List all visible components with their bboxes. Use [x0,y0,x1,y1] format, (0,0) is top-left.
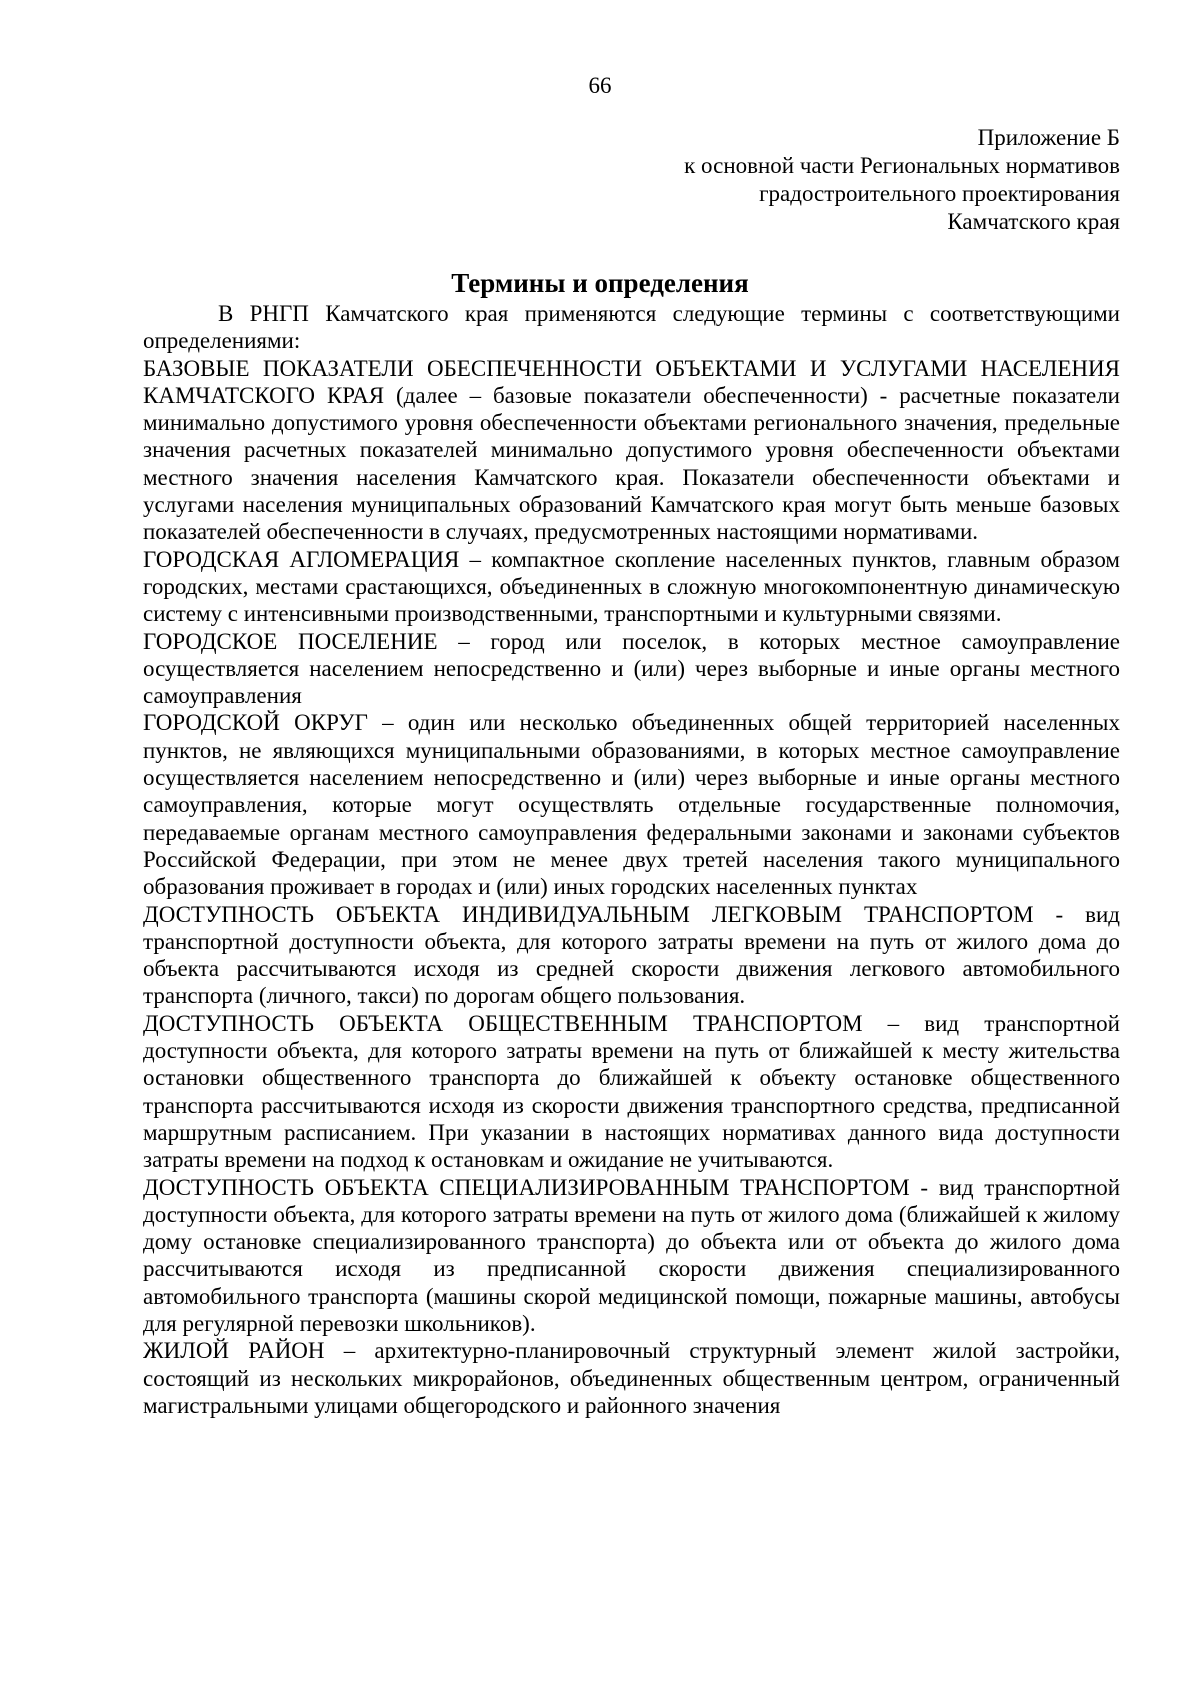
definition-entry [143,546,1120,628]
definition-entry [143,1174,1120,1338]
appendix-line: к основной части Региональных нормативов [684,153,1120,178]
term-definition: - вид транспортной доступности объекта, для которого затраты времени на путь от жилого дома (ближайшей к жилому дому остановке специализированного транспорта) до объекта или от объекта до жилого дома рассчитываются исходя из предписанной скорости движения специализированного автомобильного транспорта (машины скорой медицинской помощи, пожарные машины, автобусы для регулярной перевозки школьников). [143,1174,1121,1336]
term-definition: – архитектурно-планировочный структурный элемент жилой застройки, состоящий из нескольких микрорайонов, объединенных общественным центром, ограниченный магистральными улицами общегородского и районного значения [143,1338,1120,1418]
term-name: ЖИЛОЙ РАЙОН [143,1338,325,1364]
definition-entry [143,901,1120,1010]
definition-entry [143,355,1120,546]
definition-entry [143,628,1120,710]
appendix-line: Камчатского края [947,209,1120,234]
term-name: ДОСТУПНОСТЬ ОБЪЕКТА СПЕЦИАЛИЗИРОВАННЫМ ТРАНСПОРТОМ [143,1174,910,1200]
term-definition: – компактное скопление населенных пунктов, главным образом городских, местами срастающихся, объединенных в сложную многокомпонентную динамическую систему с интенсивными производственными, транспортными и культурными связями. [143,546,1120,627]
definition-entry [143,1337,1120,1419]
term-name: ДОСТУПНОСТЬ ОБЪЕКТА ИНДИВИДУАЛЬНЫМ ЛЕГКОВЫМ ТРАНСПОРТОМ [143,901,1034,927]
document-title: Термины и определения [451,268,749,298]
term-name: ГОРОДСКОЕ ПОСЕЛЕНИЕ [143,628,438,654]
term-definition: - вид транспортной доступности объекта, для которого затраты времени на путь от жилого дома до объекта рассчитываются исходя из средней скорости движения легкового автомобильного транспорта (личного, такси) по дорогам общего пользования. [143,901,1120,1009]
appendix-line: Приложение Б [977,125,1120,150]
definition-entry [143,1010,1120,1174]
term-name: ДОСТУПНОСТЬ ОБЪЕКТА ОБЩЕСТВЕННЫМ ТРАНСПОРТОМ [143,1010,863,1036]
term-definition: (далее – базовые показатели обеспеченности) - расчетные показатели минимально допустимого уровня обеспеченности объектами регионального значения, предельные значения расчетных показателей минимально допустимого уровня обеспеченности объектами местного значения населения Камчатского края. Показатели обеспеченности объектами и услугами населения муниципальных образований Камчатского края могут быть меньше базовых показателей обеспеченности в случаях, предусмотренных настоящими нормативами. [143,382,1120,545]
appendix-header [420,124,1120,236]
term-name: БАЗОВЫЕ ПОКАЗАТЕЛИ ОБЕСПЕЧЕННОСТИ ОБЪЕКТАМИ И УСЛУГАМИ НАСЕЛЕНИЯ КАМЧАТСКОГО КРАЯ [143,355,1120,408]
term-name: ГОРОДСКАЯ АГЛОМЕРАЦИЯ [143,546,460,572]
term-name: ГОРОДСКОЙ ОКРУГ [143,710,368,736]
document-body [143,300,1120,1419]
page-number: 66 [588,73,612,98]
definition-entry [143,709,1120,900]
term-definition: – вид транспортной доступности объекта, для которого затраты времени на путь от ближайшей к месту жительства остановки общественного транспорта до ближайшей к объекту остановке общественного транспорта рассчитываются исходя из скорости движения транспортного средства, предписанной маршрутным расписанием. При указании в настоящих нормативах данного вида доступности затраты времени на подход к остановкам и ожидание не учитываются. [143,1010,1120,1173]
term-definition: – один или несколько объединенных общей территорией населенных пунктов, не являющихся муниципальными образованиями, в которых местное самоуправление осуществляется населением непосредственно и (или) через выборные и иные органы местного самоуправления, которые могут осуществлять отдельные государственные полномочия, передаваемые органам местного самоуправления федеральными законами и законами субъектов Российской Федерации, при этом не менее двух третей населения такого муниципального образования проживает в городах и (или) иных городских населенных пунктах [143,710,1121,900]
term-definition: – город или поселок, в которых местное самоуправление осуществляется населением непосредственно и (или) через выборные и иные органы местного самоуправления [143,628,1120,709]
intro-paragraph: В РНГП Камчатского края применяются следующие термины с соответствующими определениями: [143,301,1120,354]
appendix-line: градостроительного проектирования [759,181,1120,206]
